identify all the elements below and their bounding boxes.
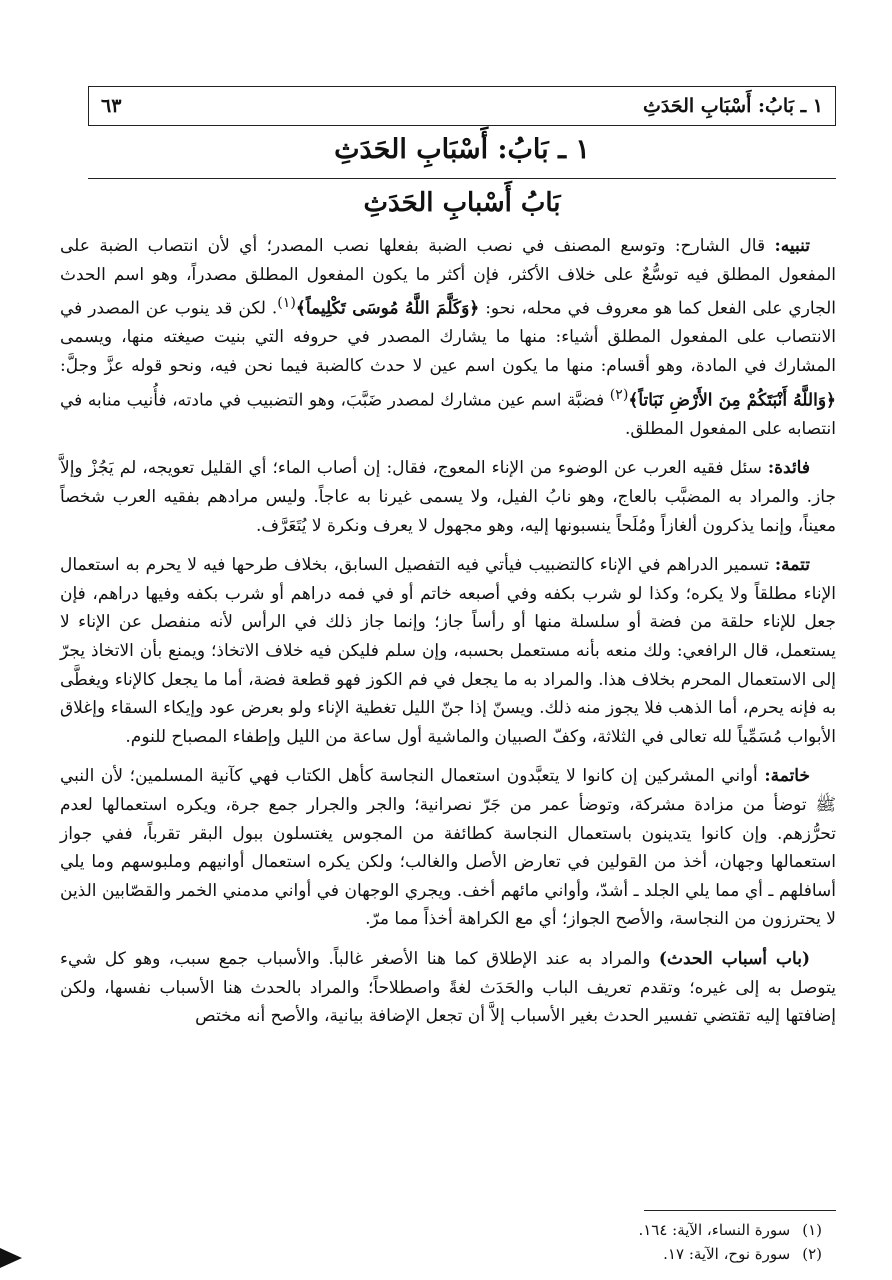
footnote-number: (١) [802,1221,822,1239]
body-text [60,232,836,1042]
paragraph-text: سئل فقيه العرب عن الوضوء من الإناء المعوج، فقال: إن أصاب الماء؛ أي القليل تعويجه، لم يَجُزْ وإلاَّ جاز. والمراد به المضبَّب بالعاج، وهو نابُ الفيل، ولا يسمى غيرنا به عاجاً. وليس مرادهم بفقيه العرب شخصاً معيناً، وإنما يذكرون ألغازاً ومُلَحاً ينسبونها إليه، وهو مجهول لا يعرف ونكرة لا يُتَعَرَّف. [60,458,836,536]
footnote-text: سورة نوح، الآية: ١٧. [663,1245,791,1263]
page-number: ٦٣ [101,95,122,117]
footnote-item [88,1242,836,1266]
paragraph-text: والمراد به عند الإطلاق كما هنا الأصغر غالباً. والأسباب جمع سبب، وهو كل شيء يتوصل به إلى غيره؛ وتقدم تعريف الباب والحَدَث لغةً واصطلاحاً؛ والمراد بالحدث هنا الأسباب نفسها، ولكن إضافتها إليه تقتضي تفسير الحدث بغير الأسباب إلاَّ أن تجعل الإضافة بيانية، والأصح أنه مختص [60,948,836,1027]
paragraph-lead: تتمة: [774,555,810,576]
paragraph-text: أواني المشركين إن كانوا لا يتعبَّدون استعمال النجاسة كأهل الكتاب فهي كآنية المسلمين؛ لأن النبي ﷺ توضأ من مزادة مشركة، وتوضأ عمر من جَرّ نصرانية؛ والجر والجرار جمع جرة، ويكره استعمالها لعدم تحرُّزهم. وإن كانوا يتدينون باستعمال النجاسة كطائفة من المجوس يغتسلون ببول البقر تقرباً، ففي جواز استعمالها وجهان، أخذ من القولين في تعارض الأصل والغالب؛ ولكن يكره استعمال أوانيهم وملبوسهم وما يلي أسافلهم ـ أي مما يلي الجلد ـ أشدّ، وأواني مائهم أخف. ويجري الوجهان في أواني مدمني الخمر والقصّابين الذين لا يحترزون من النجاسة، والأصح الجواز؛ أي مع الكراهة أخذاً مما مرّ. [60,766,836,930]
paragraph-text: تسمير الدراهم في الإناء كالتضبيب فيأتي فيه التفصيل السابق، بخلاف طرحها فيه لا يحرم به استعمال الإناء مطلقاً ولا يكره؛ وكذا لو شرب بكفه وفي أصبعه خاتم أو في فمه دراهم أو شرب بكفه وفيها دراهم، فإن جعل للإناء حلقة من فضة أو سلسلة منها أو رأساً جاز؛ وإنما جاز ذلك في الرأس لأنه منفصل عن الإناء لا يستعمل، قال الرافعي: ولك منعه بأنه مستعمل بحسبه، وإن سلم فليكن فيه خلاف الاتخاذ؛ ويمنع بأن الاتخاذ يجرّ إلى الاستعمال المحرم بخلاف هذا. والمراد به ما يجعل في فم الكوز فهو قطعة فضة، أما ما يجعل كالإناء ويغطَّى به فإنه يحرم، أما الذهب فلا يجوز منه ذلك. ويسنّ إذا جنّ الليل تغطية الإناء ولو بعرض عود وإيكاء السقاء وإغلاق الأبواب مُسَمِّياً لله تعالى في الثلاثة، وكفّ الصبيان والماشية أول ساعة من الليل وإطفاء المصباح للنوم. [60,555,836,747]
footnotes [88,1218,836,1266]
paragraph-faida [60,454,836,540]
title-divider [88,178,836,179]
quran-verse: ﴿وَكَلَّمَ اللَّهُ مُوسَى تَكْلِيماً﴾ [295,298,480,319]
header-title: ١ ـ بَابُ: أَسْبَابِ الحَدَثِ [642,95,823,117]
paragraph-text: فضبَّة اسم عين مشارك لمصدر ضَبَّبَ، وهو التضبيب في مادته، فأُنيب منابه في انتصابه على المفعول المطلق. [60,390,836,439]
paragraph-lead: تنبيه: [774,236,810,256]
chapter-title: ١ ـ بَابُ: أَسْبَابِ الحَدَثِ [334,134,590,165]
footnote-number: (٢) [802,1245,822,1263]
paragraph-tatimma [60,551,836,751]
paragraph-lead: (باب أسباب الحدث) [658,948,810,969]
paragraph-khatima [60,762,836,934]
quran-verse: ﴿وَاللَّهُ أَنْبَتَكُمْ مِنَ الأَرْضِ نَبَاتاً﴾ [628,390,837,411]
paragraph-tanbih [60,232,836,443]
paragraph-lead: خاتمة: [764,766,810,787]
paragraph-bab [60,945,836,1031]
footnote-text: سورة النساء، الآية: ١٦٤. [638,1221,791,1239]
scan-corner-mark [0,1248,22,1268]
paragraph-text: قال الشارح: وتوسع المصنف في نصب الضبة بفعلها نصب المصدر؛ أي لأن انتصاب الضبة على المفعول المطلق فيه توسُّعٌ على خلاف الأكثر، فإن أكثر ما يكون المفعول المطلق مصدراً، وهو اسم الحدث الجاري على الفعل كما هو معروف في محله، نحو: [60,236,836,319]
paragraph-text: . لكن قد ينوب عن المصدر في الانتصاب على المفعول المطلق أشياء: منها ما يشارك المصدر في حروفه التي بنيت صيغته منها، ويسمى المشارك في المادة، وهو أقسام: منها ما يكون اسم عين لا حدث كالضبة فيما نحن فيه، ونحو قوله عزَّ وجلَّ: [60,298,836,377]
section-title: بَابُ أَسْبابِ الحَدَثِ [363,188,561,218]
footnote-divider [644,1210,836,1211]
footnote-ref: (٢) [609,386,629,403]
footnote-ref: (١) [277,295,296,312]
paragraph-lead: فائدة: [767,458,810,479]
running-header [88,86,836,126]
footnote-item [88,1218,836,1242]
